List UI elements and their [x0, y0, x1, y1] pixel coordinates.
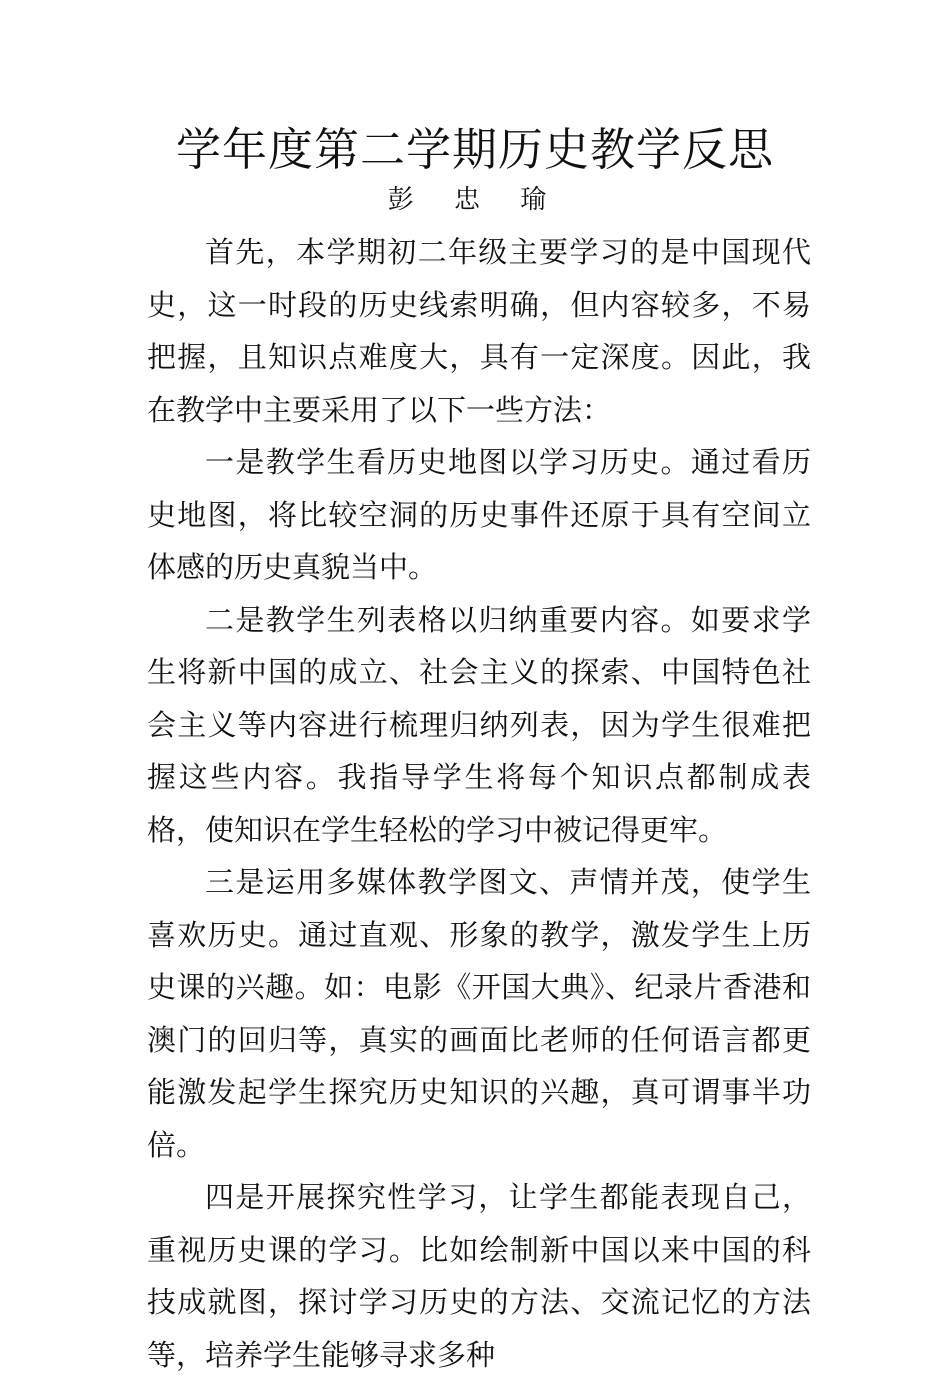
paragraph-method-3: 三是运用多媒体教学图文、声情并茂，使学生喜欢历史。通过直观、形象的教学，激发学生上历史课的兴趣。如：电影《开国大典》、纪录片香港和澳门的回归等，真实的画面比老师的任何语言都更能激发起学生探究历史知识的兴趣，真可谓事半功倍。 [147, 865, 811, 1162]
paragraph-method-4: 四是开展探究性学习，让学生都能表现自己，重视历史课的学习。比如绘制新中国以来中国的科技成就图，探讨学习历史的方法、交流记忆的方法等，培养学生能够寻求多种 [147, 1180, 811, 1372]
paragraph-method-1: 一是教学生看历史地图以学习历史。通过看历史地图，将比较空洞的历史事件还原于具有空间立体感的历史真貌当中。 [147, 445, 811, 584]
document-author: 彭 忠 瑜 [387, 185, 563, 215]
paragraph-intro: 首先，本学期初二年级主要学习的是中国现代史，这一时段的历史线索明确，但内容较多，不易把握，且知识点难度大，具有一定深度。因此，我在教学中主要采用了以下一些方法： [147, 235, 811, 427]
paragraph-method-2: 二是教学生列表格以归纳重要内容。如要求学生将新中国的成立、社会主义的探索、中国特色社会主义等内容进行梳理归纳列表，因为学生很难把握这些内容。我指导学生将每个知识点都制成表格，使知识在学生轻松的学习中被记得更牢。 [147, 602, 811, 847]
document-body [147, 226, 811, 1381]
document-title: 学年度第二学期历史教学反思 [175, 123, 774, 176]
